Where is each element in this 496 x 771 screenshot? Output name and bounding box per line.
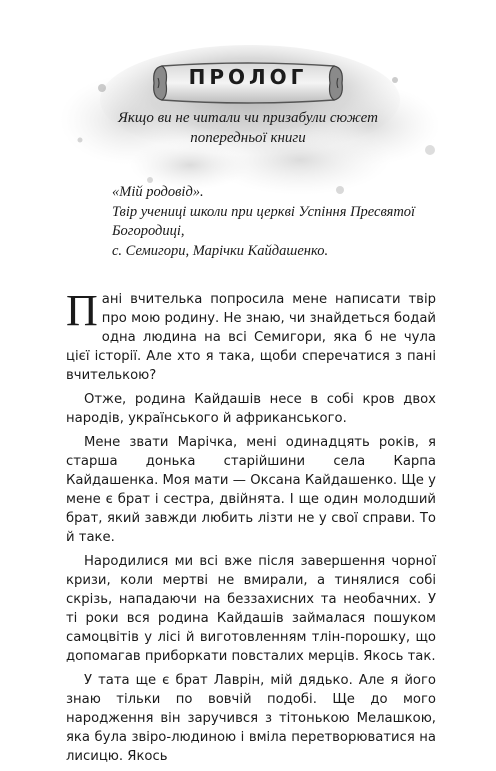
subtitle-line: Якщо ви не читали чи призабули сюжет [118, 110, 378, 126]
paragraph-text: ані вчителька попросила мене написати твір про мою родину. Не знаю, чи знайдеться бодай одна людина на всі Семигори, яка б не чула цієї історії. Але хто я така, щоби сперечатися з пані вчителькою? [66, 292, 436, 383]
chapter-subtitle [60, 108, 436, 148]
drop-cap: П [66, 286, 98, 335]
chapter-title: ПРОЛОГ [188, 65, 308, 89]
epigraph-line: Твір учениці школи при церкві Успіння Пресвятої [112, 203, 416, 220]
paragraph: У тата ще є брат Лаврін, мій дядько. Але я його знаю тільки по вовчій подобі. Ще до мого народження він заручився з тітонькою Мелашкою, яка була звіро-людиною і вміла перетворюватися на лисицю. Якось [66, 673, 436, 764]
paragraph: Мене звати Марічка, мені одинадцять років, я старша донька старійшини села Карпа Кайдашенка. Моя мати — Оксана Кайдашенко. Ще у мене є брат і сестра, двійнята. І ще один молодший брат, який завжди любить лізти не у свої справи. То й таке. [66, 435, 436, 545]
epigraph-line: с. Семигори, Марічки Кайдашенко. [112, 242, 329, 259]
body-text [66, 286, 436, 771]
epigraph-line: Богородиці, [112, 223, 185, 239]
subtitle-line: попередньої книги [190, 130, 306, 146]
paragraph [66, 286, 436, 385]
epigraph-line: «Мій родовід». [112, 184, 204, 200]
chapter-header [0, 40, 496, 200]
epigraph [112, 183, 442, 261]
paragraph: Народилися ми всі вже після завершення чорної кризи, коли мертві не вмирали, а тинялися собі скрізь, нападаючи на беззахисних та необачних. У ті роки вся родина Кайдашів займалася пошуком самоцвітів у лісі й виготовленням тлін-порошку, що допомагав приборкати повсталих мерців. Якось так. [66, 554, 436, 664]
paragraph: Отже, родина Кайдашів несе в собі кров двох народів, українського й африканського. [66, 392, 436, 426]
